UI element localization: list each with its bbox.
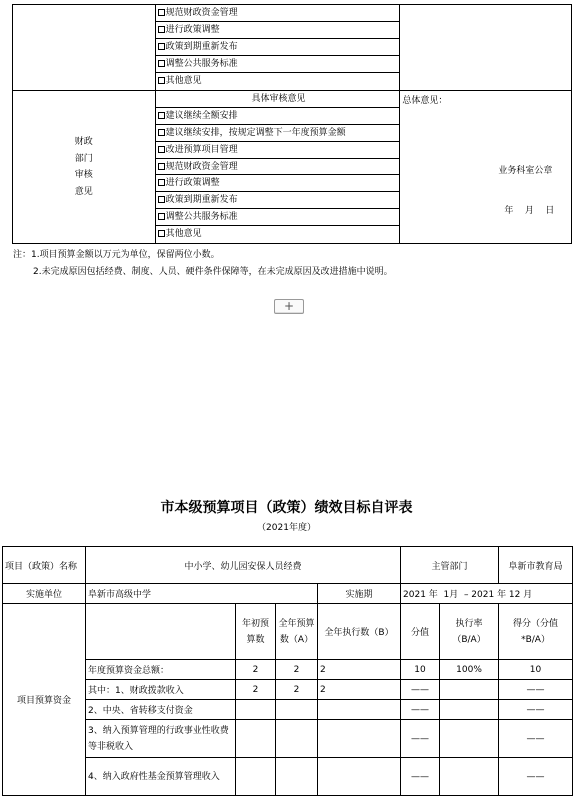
row-full[interactable]: 2 (276, 660, 318, 680)
row-initial[interactable] (236, 700, 276, 720)
option-item[interactable]: 政策到期重新发布 (156, 192, 400, 209)
option-item[interactable]: 改进预算项目管理 (156, 142, 400, 159)
row-score: —— (401, 700, 440, 720)
header-row (3, 604, 573, 660)
row-initial[interactable]: 2 (236, 680, 276, 700)
table-row (3, 700, 573, 720)
header-full-year: 全年预算数（A） (276, 604, 318, 660)
finance-options-cell (155, 91, 400, 244)
finance-review-row (13, 91, 572, 244)
specific-header: 具体审核意见 (156, 91, 400, 108)
header-points: 得分（分值*B/A） (499, 604, 573, 660)
row-exec[interactable]: 2 (318, 660, 401, 680)
checkbox-icon[interactable] (158, 129, 165, 136)
checkbox-icon[interactable] (158, 77, 165, 84)
header-blank (86, 604, 236, 660)
row-rate (440, 758, 499, 796)
row-label: 4、纳入政府性基金预算管理收入 (86, 758, 236, 796)
checkbox-icon[interactable] (158, 60, 165, 67)
options-continued-row (13, 5, 572, 91)
row-exec[interactable] (318, 720, 401, 758)
row-label: 其中：1、财政拨款收入 (86, 680, 236, 700)
row-score: —— (401, 680, 440, 700)
checkbox-icon[interactable] (158, 112, 165, 119)
note-1: 注：1.项目预算金额以万元为单位，保留两位小数。 (13, 250, 220, 260)
row-points: —— (499, 720, 573, 758)
add-button[interactable]: + (274, 299, 304, 314)
row-points: —— (499, 700, 573, 720)
option-item[interactable]: 建议继续全额安排 (156, 108, 400, 125)
row-score: —— (401, 758, 440, 796)
row-score: 10 (401, 660, 440, 680)
unit-value[interactable]: 阜新市高级中学 (86, 584, 318, 604)
funds-label: 项目预算资金 (3, 604, 86, 796)
period-value[interactable]: 2021 年 1月 – 2021 年 12 月 (401, 584, 573, 604)
overall-opinion-cell[interactable] (400, 91, 572, 244)
option-item[interactable]: 其他意见 (156, 73, 400, 90)
checkbox-icon[interactable] (158, 179, 165, 186)
table-row (3, 720, 573, 758)
row-initial[interactable] (236, 758, 276, 796)
checkbox-icon[interactable] (158, 230, 165, 237)
review-table (12, 4, 572, 244)
option-item[interactable]: 政策到期重新发布 (156, 39, 400, 56)
option-item[interactable]: 规范财政资金管理 (156, 159, 400, 176)
dept-label: 主管部门 (401, 547, 499, 584)
dept-value[interactable]: 阜新市教育局 (499, 547, 573, 584)
row-score: —— (401, 720, 440, 758)
row-exec[interactable]: 2 (318, 680, 401, 700)
unit-label: 实施单位 (3, 584, 86, 604)
seal-label: 业务科室公章 (498, 166, 553, 176)
row-full[interactable] (276, 720, 318, 758)
finance-review-label: 财政 部门 审核 意见 (13, 91, 156, 244)
row-points: 10 (499, 660, 573, 680)
row-rate (440, 720, 499, 758)
option-item[interactable]: 调整公共服务标准 (156, 56, 400, 73)
row-label: 年度预算资金总额： (86, 660, 236, 680)
self-evaluation-table (2, 546, 573, 796)
note-2: 2.未完成原因包括经费、制度、人员、硬件条件保障等，在未完成原因及改进措施中说明。 (33, 267, 393, 277)
row-initial[interactable] (236, 720, 276, 758)
checkbox-icon[interactable] (158, 26, 165, 33)
option-item[interactable]: 建议继续安排，按规定调整下一年度预算金额 (156, 125, 400, 142)
row-exec[interactable] (318, 758, 401, 796)
period-label: 实施期 (318, 584, 401, 604)
form-subtitle: （2021年度） (257, 523, 316, 533)
table-row (3, 758, 573, 796)
project-name-value[interactable]: 中小学、幼儿园安保人员经费 (86, 547, 401, 584)
option-item[interactable]: 进行政策调整 (156, 22, 400, 39)
project-name-label: 项目（政策）名称 (3, 547, 86, 584)
option-item[interactable]: 规范财政资金管理 (156, 5, 400, 22)
empty-label-cell (13, 5, 156, 91)
option-item[interactable]: 调整公共服务标准 (156, 209, 400, 226)
checkbox-icon[interactable] (158, 163, 165, 170)
row-full[interactable]: 2 (276, 680, 318, 700)
overall-label: 总体意见： (402, 96, 448, 106)
table-row (3, 680, 573, 700)
project-name-row (3, 547, 573, 584)
row-full[interactable] (276, 758, 318, 796)
row-label: 3、纳入预算管理的行政事业性收费等非税收入 (86, 720, 236, 758)
checkbox-icon[interactable] (158, 43, 165, 50)
checkbox-icon[interactable] (158, 213, 165, 220)
empty-overall-cell (400, 5, 572, 91)
row-rate (440, 700, 499, 720)
header-executed: 全年执行数（B） (318, 604, 401, 660)
table-row (3, 660, 573, 680)
checkbox-icon[interactable] (158, 196, 165, 203)
row-initial[interactable]: 2 (236, 660, 276, 680)
checkbox-icon[interactable] (158, 146, 165, 153)
row-label: 2、中央、省转移支付资金 (86, 700, 236, 720)
row-points: —— (499, 680, 573, 700)
form-title: 市本级预算项目（政策）绩效目标自评表 (160, 500, 413, 516)
unit-row (3, 584, 573, 604)
option-item[interactable]: 其他意见 (156, 226, 400, 243)
checkbox-icon[interactable] (158, 9, 165, 16)
row-rate (440, 680, 499, 700)
row-exec[interactable] (318, 700, 401, 720)
row-points: —— (499, 758, 573, 796)
row-full[interactable] (276, 700, 318, 720)
header-rate: 执行率（B/A） (440, 604, 499, 660)
option-item[interactable]: 进行政策调整 (156, 175, 400, 192)
row-rate: 100% (440, 660, 499, 680)
header-score: 分值 (401, 604, 440, 660)
options-cell (155, 5, 400, 91)
header-initial: 年初预算数 (236, 604, 276, 660)
date-label: 年 月 日 (504, 206, 555, 216)
